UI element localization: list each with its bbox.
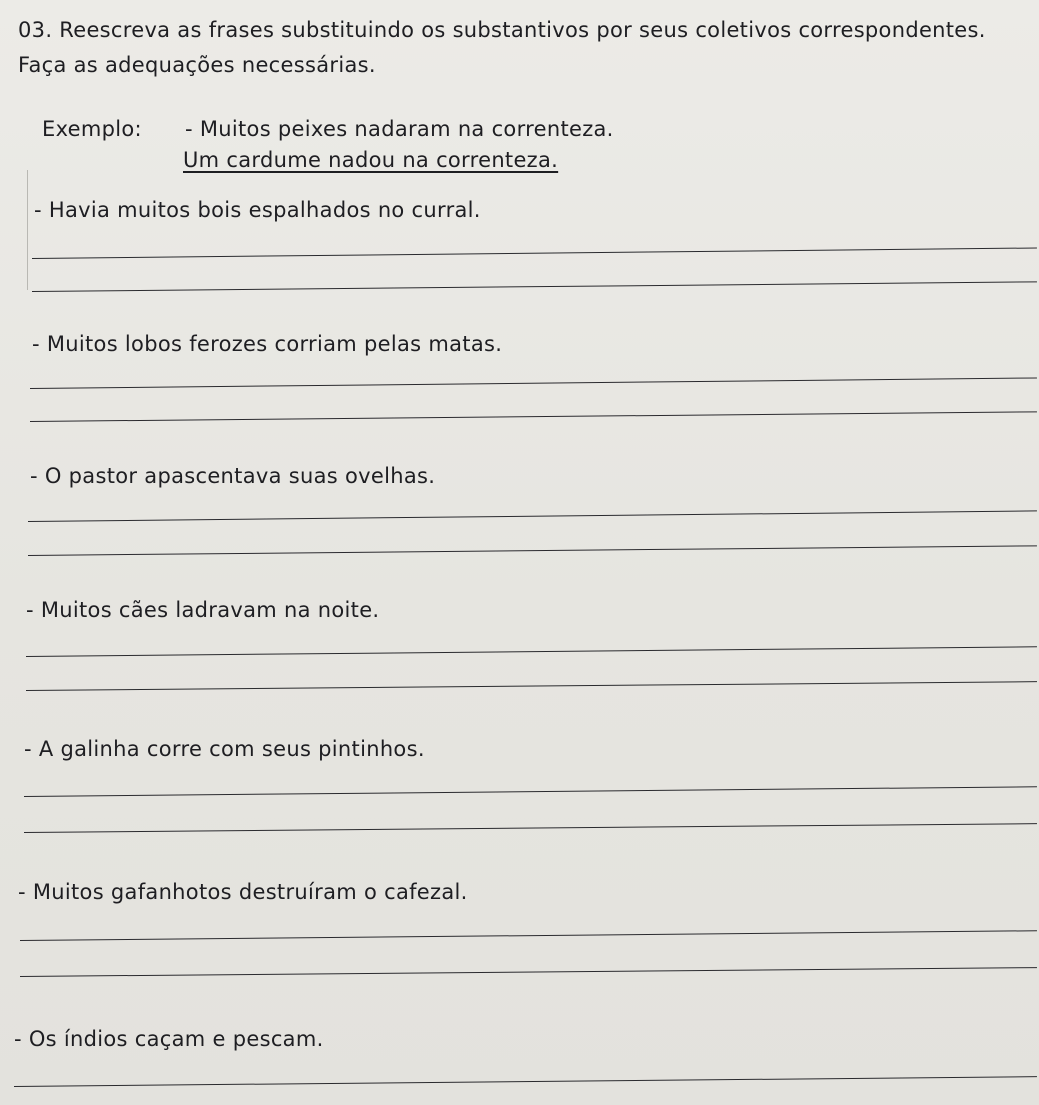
item-6-answer-line-2[interactable]	[20, 967, 1037, 977]
item-2-answer-line-1[interactable]	[30, 377, 1037, 389]
exercise-subtitle: Faça as adequações necessárias.	[18, 53, 376, 77]
item-2-answer-line-2[interactable]	[30, 411, 1037, 422]
item-5-sentence: - A galinha corre com seus pintinhos.	[24, 737, 425, 761]
item-4-sentence: - Muitos cães ladravam na noite.	[26, 598, 380, 622]
item-6-answer-line-1[interactable]	[20, 930, 1037, 941]
example-label: Exemplo:	[42, 117, 142, 141]
item-1-sentence: - Havia muitos bois espalhados no curral.	[34, 198, 481, 222]
item-3-sentence: - O pastor apascentava suas ovelhas.	[30, 464, 436, 488]
margin-rule	[27, 170, 28, 290]
item-4-answer-line-1[interactable]	[26, 646, 1037, 657]
item-4-answer-line-2[interactable]	[26, 681, 1037, 691]
item-3-answer-line-1[interactable]	[28, 510, 1037, 522]
item-5-answer-line-2[interactable]	[24, 823, 1037, 833]
item-6-sentence: - Muitos gafanhotos destruíram o cafezal.	[18, 880, 468, 904]
item-1-answer-line-1[interactable]	[32, 247, 1037, 259]
item-3-answer-line-2[interactable]	[28, 545, 1037, 556]
item-5-answer-line-1[interactable]	[24, 786, 1037, 797]
item-2-sentence: - Muitos lobos ferozes corriam pelas matas.	[32, 332, 503, 356]
example-answer: Um cardume nadou na correnteza.	[183, 148, 559, 172]
item-7-answer-line-1[interactable]	[14, 1076, 1037, 1087]
example-sentence: - Muitos peixes nadaram na correnteza.	[185, 117, 614, 141]
item-1-answer-line-2[interactable]	[32, 281, 1037, 292]
item-7-sentence: - Os índios caçam e pescam.	[14, 1027, 324, 1051]
exercise-title: 03. Reescreva as frases substituindo os substantivos por seus coletivos correspondentes.	[18, 18, 986, 42]
